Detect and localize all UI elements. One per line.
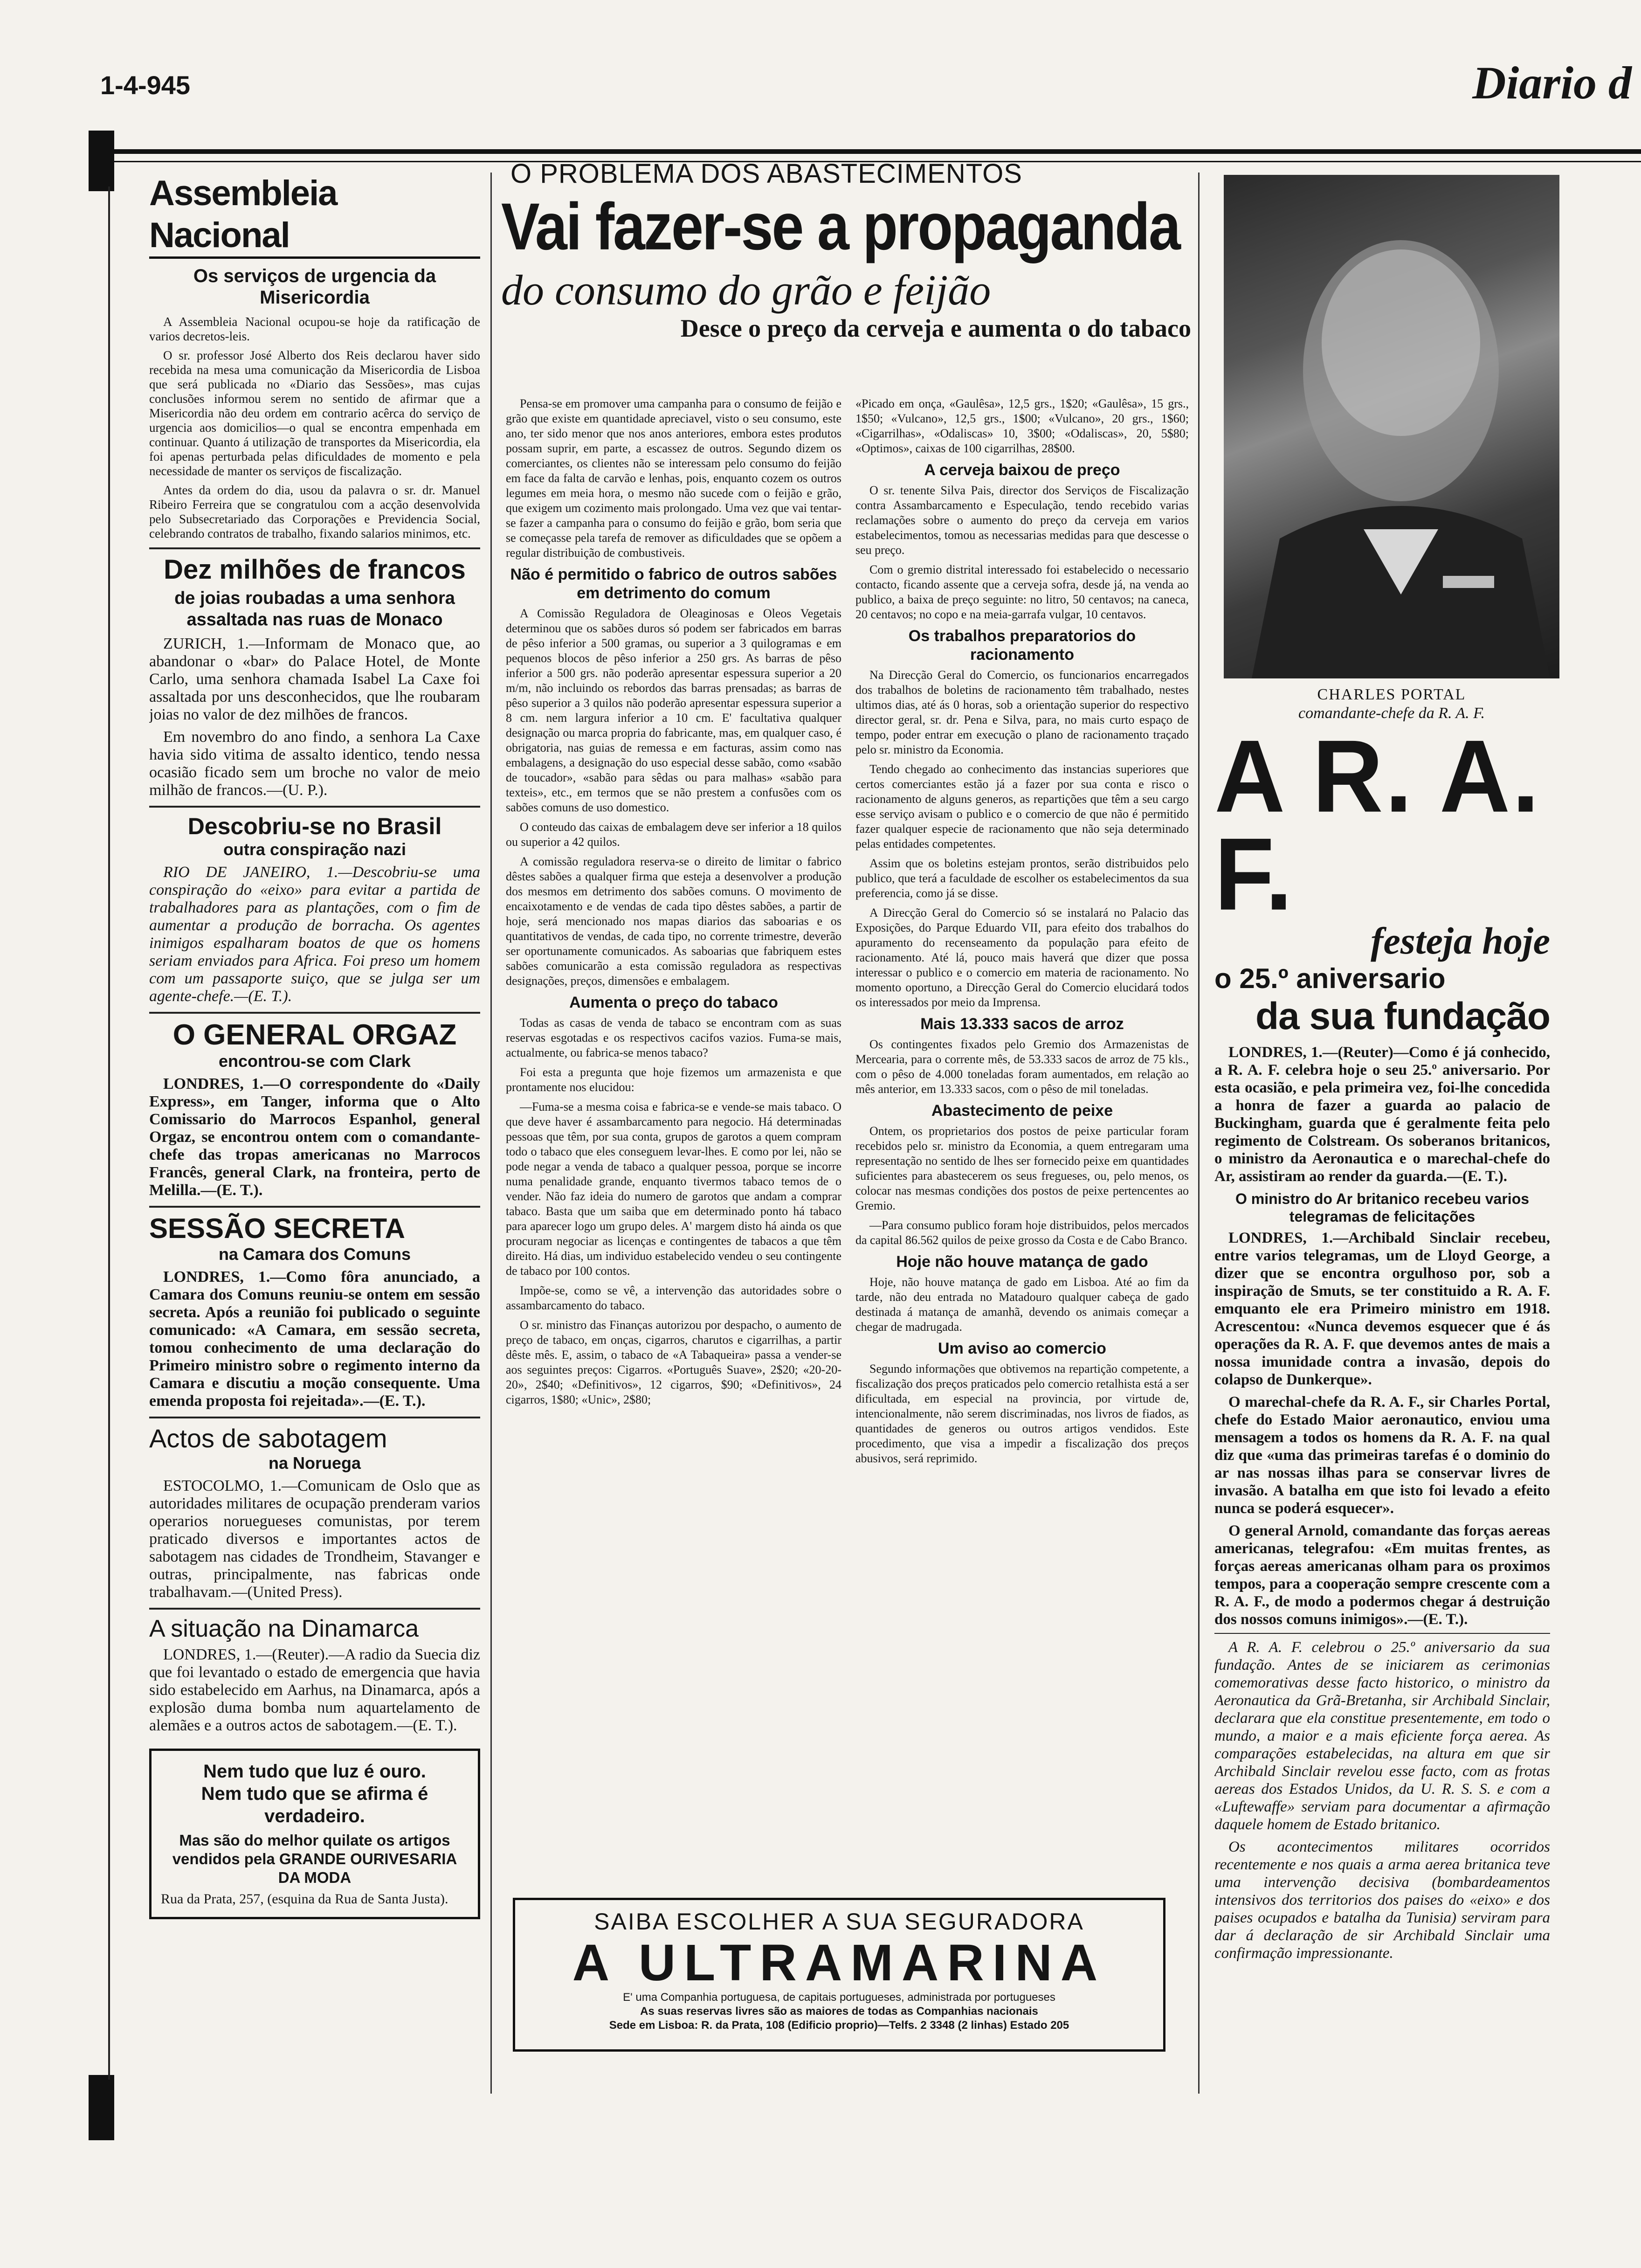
lead-intro: Pensa-se em promover uma campanha para o consumo de feijão e grão que existe em quantidade apreciavel, visto o seu consumo, este ano, ter sido menor que nos anos anteriores, embora estes produtos possam suprir, em parte, a escassez de outros. Segundo dizem os comerciantes, os clientes não se interessam pelo consumo do feijão em face da falta de carvão e lenhas, pois, enquanto cozem os outros legumes em meia hora, o mesmo não sucede com o feijão e grão, que exigem um cozimento mais prolongado. Uma vez que vai tentar-se fazer a campanha para o consumo do feijão e grão, bom seria que se começasse pela tarefa de remover as dificuldades que se opõem a regular distribuição de combustiveis.: [506, 397, 841, 560]
gado-paragraph: Hoje, não houve matança de gado em Lisboa. Até ao fim da tarde, não deu entrada no Matadouro qualquer cabeça de gado destinada á matança de amanhã, devendo os animais começar a chegar de madrugada.: [855, 1275, 1189, 1334]
tabaco-paragraph: Foi esta a pregunta que hoje fizemos um armazenista e que prontamente nos elucidou:: [506, 1065, 841, 1094]
saboes-paragraph: A Comissão Reguladora de Oleaginosas e Oleos Vegetais determinou que os sabões duros só podem ser fabricados em barras de pêso inferior a 500 gramas, ou superior a 3 quilogramas e em pequenos blocos de pêso inferior a 250 grs. As barras de pêso inferior a 500 grs. não poderão apresentar espessura superior a 20 m/m, não incluindo os rebordos das barras prensadas; as barras de pêso superior a 3 quilos não poderão apresentar espessura superior a 8 cm. nem largura inferior a 10 cm. E' facultativa qualquer designação ou marca propria do fabricante, mas, em qualquer caso, é obrigatoria, nas guias de remessa e em facturas, assim como nas embalagens, a designação do uso especial desse sabão, como «sabão de toucador», «sabão para sêdas ou para malhas» «sabão para texteis», etc., em termos que se não prestem a confusões com os sabões comuns de uso domestico.: [506, 607, 841, 814]
cerveja-paragraph: Com o gremio distrital interessado foi estabelecido o necessario contacto, ficando assente que a cerveja sofra, desde já, na venda ao publico, a baixa de preço seguinte: no litro, 50 centavos; na caneca, 20 centavos; no copo e na meia-garrafa vulgar, 10 centavos.: [855, 563, 1189, 621]
dinamarca-headline: A situação na Dinamarca: [149, 1615, 419, 1642]
tabaco-paragraph: —Fuma-se a mesma coisa e fabrica-se e vende-se mais tabaco. O que deve haver é assambarcamento para negocio. Há determinadas pessoas que têm, por sua conta, grupos de garotos a quem compram todo o tabaco que eles conseguem levar-lhes. E como por lei, não se pode negar a venda de tabaco a qualquer pessoa, porque se incorre numa penalidade grande, enquanto tivermos tabaco temos de o vender. Não faz ideia do numero de garotos que andam a comprar tabaco. Basta que um saiba que em determinado ponto há tabaco para aparecer logo um grupo deles. A' margem disto há ainda os que procuram negociar as licenças e contingentes de tabacos a que têm direito. Há dias, um individuo estabelecido vendeu o seu contingente de tabaco por 100 contos.: [506, 1100, 841, 1278]
divider: [149, 1012, 480, 1014]
saboes-paragraph: A comissão reguladora reserva-se o direito de limitar o fabrico dêstes sabões a qualquer firma que esteja a desenvolver a produção dos mesmos em detrimento dos sabões comuns. O movimento de encaixotamento e de vendas de cada tipo dêstes sabões, a partir de hoje, será mencionado nos mapas diarios das saboarias e os quantitativos de vendas, de cada tipo, no corrente trimestre, deverão ser oportunamente comunicados. As saboarias que fabriquem estes sabões comunicarão a esta comissão reguladora as respectivas designações, preços, dimensões e embalagem.: [506, 855, 841, 988]
francos-paragraph: ZURICH, 1.—Informam de Monaco que, ao abandonar o «bar» do Palace Hotel, de Monte Carlo, uma senhora chamada Isabel La Caxe foi assaltada por uns desconhecidos, que lhe roubaram joias no valor de dez milhões de francos.: [149, 635, 480, 723]
lead-column-2: [855, 396, 1189, 1888]
portrait-caption-name: CHARLES PORTAL: [1317, 686, 1466, 703]
divider: [149, 547, 480, 549]
sessao-paragraph: LONDRES, 1.—Como fôra anunciado, a Camara dos Comuns reuniu-se ontem em sessão secreta. Após a reunião foi publicado o seguinte comunicado: «A Camara, em sessão secreta, tomou conhecimento de uma declaração do Primeiro ministro sobre o regimento interno da Camara e discutiu a moção consequente. Uma emenda proposta foi rejeitada».—(E. T.).: [149, 1268, 480, 1410]
ad-ourivesaria-line2: Nem tudo que se afirma é verdadeiro.: [201, 1784, 428, 1826]
divider: [149, 1417, 480, 1418]
lead-header: [501, 159, 1191, 382]
brasil-paragraph: RIO DE JANEIRO, 1.—Descobriu-se uma conspiração do «eixo» para evitar a partida de trabalhadores para as plantações, com o fim de aumentar a produção de borracha. Os agentes inimigos espalharam boatos de que os homens seriam enviados para Africa. Foi preso um homem com um passaporte suiço, que se julga ser um agente-chefe.—(E. T.).: [149, 864, 480, 1005]
tabaco-headline: Aumenta o preço do tabaco: [569, 994, 778, 1011]
racionamento-paragraph: Tendo chegado ao conhecimento das instancias superiores que certos comerciantes estão já a fazer por sua conta e risco o racionamento de alguns generos, as repartições que têm a seu cargo esse serviço avisam o publico e o comercio de que não é permitido fazer qualquer especie de racionamento que não seja determinado pelas entidades competentes.: [855, 762, 1189, 850]
racionamento-paragraph: A Direcção Geral do Comercio só se instalará no Palacio das Exposições, do Parque Eduardo VII, para efeito dos trabalhos do apuramento do recenseamento da população para efeito de racionamento. Até lá, pouco mais haverá que dizer que possa interessar o publico e o comercio em materia de racionamento. No momento oportuno, a Direcção Geral do Comercio elucidará todos os interessados por meio da Imprensa.: [855, 906, 1189, 1009]
portrait-silhouette: [1224, 175, 1559, 678]
saboes-headline: Não é permitido o fabrico de outros sabões em detrimento do comum: [510, 566, 837, 602]
assembleia-paragraph: Antes da ordem do dia, usou da palavra o sr. dr. Manuel Ribeiro Ferreira que se congratulou com a acção desenvolvida pelo Subsecretariado das Corporações e Previdencia Social, celebrando contratos de trabalho, fixando salarios minimos, etc.: [149, 483, 480, 540]
peixe-paragraph: —Para consumo publico foram hoje distribuidos, pelos mercados da capital 86.562 quilos de peixe grosso da Costa e de Cabo Branco.: [855, 1218, 1189, 1247]
right-column: [1214, 727, 1550, 2103]
sabotagem-subhead: na Noruega: [268, 1453, 361, 1473]
lead-headline: Vai fazer-se a propaganda: [501, 190, 1179, 264]
assembleia-paragraph: O sr. professor José Alberto dos Reis declarou haver sido recebida na mesa uma comunicação da Misericordia de Lisboa que será publicada no «Diario das Sessões», mas cujas conclusões informou serem no sentido de afirmar que a Misericordia não deu ordem em contrario acêrca do serviço de urgencia aos domicilios—o qual se encontra empenhada em continuar. Quanto á utilização de transportes da Misericordia, ela foi apenas perturbada pelas dificuldades de momento e pela necessidade de manter os serviços de fiscalização.: [149, 348, 480, 478]
sabotagem-paragraph: ESTOCOLMO, 1.—Comunicam de Oslo que as autoridades militares de ocupação prenderam varios operarios noruegueses comunistas, por terem praticado diversos e importantes actos de sabotagem nas cidades de Trondheim, Stavanger e outras, principalmente, nas fabricas onde trabalhavam.—(United Press).: [149, 1477, 480, 1601]
divider: [149, 1206, 480, 1208]
tabaco-paragraph: Todas as casas de venda de tabaco se encontram com as suas reservas esgotadas e os respectivos cacifos vazios. Fuma-se mais, actualmente, ou fabrica-se menos tabaco?: [506, 1016, 841, 1059]
lead-column-1: [506, 396, 841, 1888]
prices-paragraph: «Picado em onça, «Gaulêsa», 12,5 grs., 1$20; «Gaulêsa», 15 grs., 1$50; «Vulcano», 12,5 grs., 1$00; «Vulcano», 20 grs., 1$60; «Cigarrilhas», «Odaliscas» 10, 3$00; «Odaliscas», 20, 5$80; «Optimos», caixas de 100 cigarrilhas, 28$00.: [855, 397, 1189, 455]
lead-kicker: O PROBLEMA DOS ABASTECIMENTOS: [510, 159, 1022, 189]
racionamento-paragraph: Assim que os boletins estejam prontos, serão distribuidos pelo publico, que terá a faculdade de escolher os estabelecimentos da sua preferencia, como já se disse.: [855, 857, 1189, 900]
ministro-paragraph: O general Arnold, comandante das forças aereas americanas, telegrafou: «Em muitas frentes, as forças aereas americanas olham para os proximos tempos, para a cooperação sempre crescente com a R. A. F., de modo a podermos chegar á destruição dos nossos comuns inimigos».—(E. T.).: [1214, 1522, 1550, 1628]
top-rule: [89, 149, 1641, 154]
aviso-paragraph: Segundo informações que obtivemos na repartição competente, a fiscalização dos preços praticados pelo comercio retalhista está a ser dificultada, em especial na provincia, por virtude de, intencionalmente, não serem discriminadas, nos livros de fiados, as quantidades de generos ou outros artigos vendidos. Este procedimento, que visa a impedir a fiscalização dos preços abusivos, será reprimido.: [855, 1362, 1189, 1465]
cerveja-headline: A cerveja baixou de preço: [924, 461, 1120, 479]
sessao-headline: SESSÃO SECRETA: [149, 1213, 405, 1244]
racionamento-headline: Os trabalhos preparatorios do racionamento: [908, 627, 1136, 664]
dinamarca-paragraph: LONDRES, 1.—(Reuter).—A radio da Suecia diz que foi levantado o estado de emergencia que havia sido estabelecido em Aarhus, na Dinamarca, após a explosão duma bomba num aquartelamento de alemães e a outros actos de sabotagem.—(E. T.).: [149, 1646, 480, 1734]
raf-paragraph: LONDRES, 1.—(Reuter)—Como é já conhecido, a R. A. F. celebra hoje o seu 25.º aniversario. Por esta ocasião, e pela primeira vez, foi-lhe concedida a honra de fazer a guarda ao palacio de Buckingham, guarda que é geralmente feita pelo regimento de Colstream. Os soberanos britanicos, o ministro da Aeronautica e o marechal-chefe do Ar, assistiram ao render da guarda.—(E. T.).: [1214, 1044, 1550, 1185]
ministro-paragraph: LONDRES, 1.—Archibald Sinclair recebeu, entre varios telegramas, um de Lloyd George, a dizer que se encontra orgulhoso por, sob a inspiração de Smuts, se ter constituido a R. A. F. emquanto ele era Primeiro ministro em 1918. Acrescentou: «Nunca devemos esquecer que é ás operações da R. A. F. que devemos antes de mais a nossa imunidade contra a invasão, depois do colapso de Dunkerque».: [1214, 1230, 1550, 1388]
saboes-paragraph: O conteudo das caixas de embalagem deve ser inferior a 18 quilos ou superior a 42 quilos.: [506, 820, 841, 849]
corner-bar-bottom: [89, 2075, 114, 2140]
lead-deck: Desce o preço da cerveja e aumenta o do tabaco: [680, 314, 1191, 342]
raf-italic-paragraph: Os acontecimentos militares ocorridos recentemente e nos quais a arma aerea britanica teve uma intervenção decisiva (bombardeamentos intensivos dos territorios dos paises do «eixo» e dos paises ocupados e batalha da Tunisia) serviram para dar á declaração de sir Archibald Sinclair uma confirmação impressionante.: [1214, 1839, 1550, 1962]
brasil-subhead: outra conspiração nazi: [223, 840, 407, 859]
column-separator: [1198, 173, 1200, 2094]
divider: [149, 806, 480, 808]
ad-ourivesaria-line1: Nem tudo que luz é ouro.: [203, 1761, 426, 1782]
francos-subhead: de joias roubadas a uma senhora assaltada nas ruas de Monaco: [174, 588, 455, 629]
ad-ultramarina-address: Sede em Lisboa: R. da Prata, 108 (Edificio proprio)—Telfs. 2 3348 (2 linhas) Estado 205: [609, 2019, 1069, 2032]
portrait-photo: [1224, 175, 1559, 678]
column-separator: [490, 173, 492, 2094]
left-margin-line: [108, 187, 110, 2080]
francos-headline: Dez milhões de francos: [164, 554, 466, 585]
ad-ourivesaria: [149, 1749, 480, 1919]
orgaz-headline: O GENERAL ORGAZ: [172, 1019, 457, 1051]
raf-headline: A R. A. F.: [1214, 727, 1541, 932]
left-column: [149, 173, 480, 2098]
tabaco-paragraph: Impõe-se, como se vê, a intervenção das autoridades sobre o assambarcamento do tabaco.: [506, 1284, 841, 1312]
brasil-headline: Descobriu-se no Brasil: [187, 813, 442, 839]
peixe-headline: Abastecimento de peixe: [931, 1102, 1113, 1120]
corner-bar-top: [89, 131, 114, 191]
francos-paragraph: Em novembro do ano findo, a senhora La Caxe havia sido vitima de assalto identico, tendo nessa ocasião ficado sem um broche no valor de meio milhão de francos.—(U. P.).: [149, 728, 480, 799]
portrait-caption-role: comandante-chefe da R. A. F.: [1298, 705, 1485, 722]
assembleia-paragraph: A Assembleia Nacional ocupou-se hoje da ratificação de varios decretos-leis.: [149, 315, 480, 343]
racionamento-paragraph: Na Direcção Geral do Comercio, os funcionarios encarregados dos trabalhos de boletins de racionamento têm trabalhado, nestes ultimos dias, até ás 0 horas, sob a orientação superior do respectivo director geral, sr. dr. Pena e Silva, para, no mais curto espaço de tempo, poder entrar em execução o plano de racionamento traçado pelo sr. ministro da Economia.: [855, 668, 1189, 756]
ministro-paragraph: O marechal-chefe da R. A. F., sir Charles Portal, chefe do Estado Maior aeronautico, enviou uma mensagem a todos os homens da R. A. F. na qual diz que «uma das primeiras tarefas é o dominio do ar nas nossas ilhas para se conservar livres de invasão. A batalha em que isto foi levado a efeito nunca se poderá esquecer».: [1214, 1394, 1550, 1517]
ad-ultramarina-line: As suas reservas livres são as maiores de todas as Companhias nacionais: [640, 2005, 1038, 2018]
arroz-paragraph: Os contingentes fixados pelo Gremio dos Armazenistas de Mercearia, para o corrente mês, de 53.333 sacos de arroz de 75 kls., com o pêso de 4.000 toneladas foram aumentados, em relação ao mês anterior, em 13.333 sacos, com o pêso de mil toneladas.: [855, 1037, 1189, 1096]
tabaco-paragraph: O sr. ministro das Finanças autorizou por despacho, o aumento de preço de tabaco, em onças, cigarros, charutos e cigarrilhas, a partir dêste mês. E, assim, o tabaco de «A Tabaqueira» passa a vender-se aos seguintes preços: Cigarros. «Português Suave», 2$20; «20-20-20», 2$40; «Definitivos», 12 cigarros, $90; «Definitivos», 24 cigarros, 1$80; «Unic», 2$80;: [506, 1318, 841, 1406]
raf-sub3: da sua fundação: [1255, 995, 1550, 1037]
divider: [1214, 1633, 1550, 1634]
orgaz-paragraph: LONDRES, 1.—O correspondente do «Daily Express», em Tanger, informa que o Alto Comissario do Marrocos Espanhol, general Orgaz, se encontrou ontem com o comandante-chefe das tropas americanas no Marrocos Francês, general Clark, na fronteira, perto de Melilla.—(E. T.).: [149, 1075, 480, 1199]
ad-ultramarina-brand: A ULTRAMARINA: [572, 1934, 1106, 1991]
ad-ultramarina: [513, 1898, 1165, 2052]
ad-ourivesaria-address: Rua da Prata, 257, (esquina da Rua de Santa Justa).: [161, 1891, 448, 1907]
raf-sub1: festeja hoje: [1371, 920, 1550, 962]
aviso-headline: Um aviso ao comercio: [938, 1340, 1106, 1357]
cerveja-paragraph: O sr. tenente Silva Pais, director dos Serviços de Fiscalização contra Assambarcamento e Especulação, tendo recebido varias reclamações sobre o aumento do preço da cerveja em varios estabelecimentos, tomou as necessarias medidas para que descesse o seu preço.: [855, 484, 1189, 557]
ad-ultramarina-tagline: SAIBA ESCOLHER A SUA SEGURADORA: [594, 1908, 1084, 1935]
ad-ultramarina-line: E' uma Companhia portuguesa, de capitais portugueses, administrada por portugueses: [623, 1991, 1055, 2004]
sessao-subhead: na Camara dos Comuns: [218, 1245, 411, 1264]
ministro-headline: O ministro do Ar britanico recebeu varios telegramas de felicitações: [1235, 1190, 1530, 1225]
peixe-paragraph: Ontem, os proprietarios dos postos de peixe particular foram recebidos pelo sr. ministro da Economia, a quem entregaram uma representação no sentido de lhes ser fornecido peixe em quantidades suficientes para abastecerem os seus fregueses, ou, pelo menos, os colocar nas mesmas condições dos postos de peixe pertencentes ao Gremio.: [855, 1124, 1189, 1212]
sabotagem-headline: Actos de sabotagem: [149, 1424, 387, 1453]
assembleia-kicker: Assembleia Nacional: [149, 173, 480, 259]
orgaz-subhead: encontrou-se com Clark: [218, 1051, 411, 1071]
masthead-title: Diario d: [1472, 57, 1632, 109]
arroz-headline: Mais 13.333 sacos de arroz: [920, 1015, 1124, 1033]
lead-subhead: do consumo do grão e feijão: [501, 266, 991, 314]
ad-ourivesaria-line3: Mas são do melhor quilate os artigos vendidos pela GRANDE OURIVESARIA DA MODA: [172, 1832, 457, 1886]
assembleia-headline: Os serviços de urgencia da Misericordia: [193, 266, 436, 308]
gado-headline: Hoje não houve matança de gado: [896, 1253, 1148, 1271]
raf-sub2: o 25.º aniversario: [1214, 963, 1446, 994]
divider: [149, 1608, 480, 1610]
page-date: 1-4-945: [100, 70, 191, 100]
raf-italic-paragraph: A R. A. F. celebrou o 25.º aniversario da sua fundação. Antes de se iniciarem as cerimonias comemorativas desse facto historico, o ministro da Aeronautica da Grã-Bretanha, sir Archibald Sinclair, declarara que ela constitue presentemente, em todo o mundo, a maior e a mais eficiente força aerea. As comparações estabelecidas, na altura em que sir Archibald Sinclair revelou esse facto, com as frotas aereas dos Estados Unidos, da U. R. S. S. e com a «Luftewaffe» serviam para documentar a afirmação daquele homem de Estado britanico.: [1214, 1639, 1550, 1833]
